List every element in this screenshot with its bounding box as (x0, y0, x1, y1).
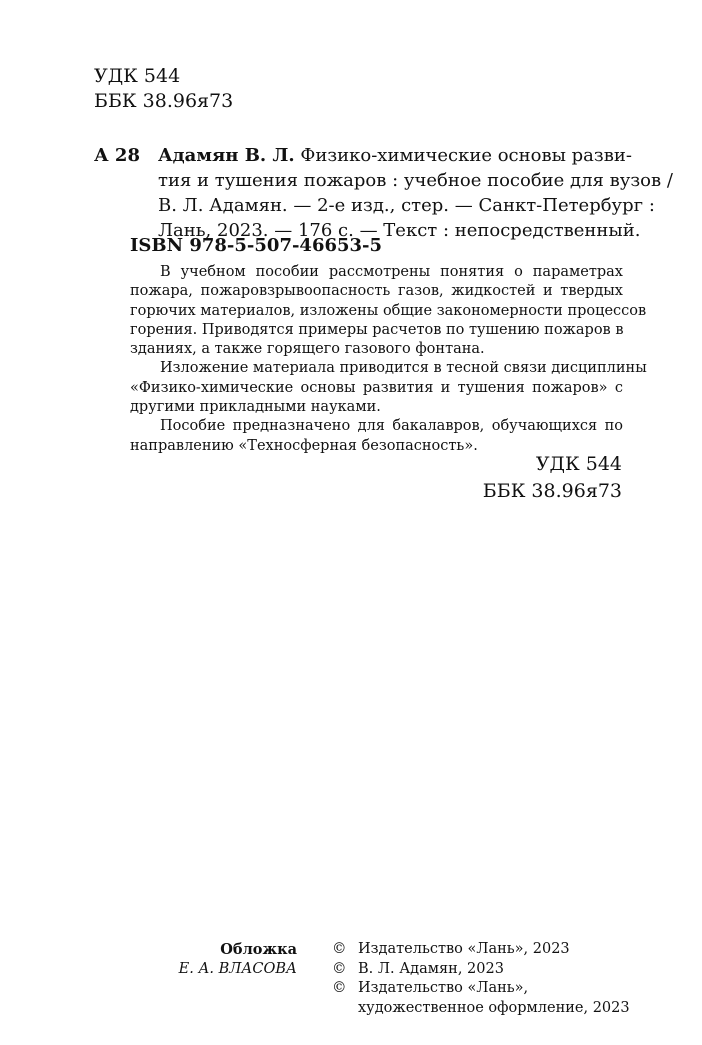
copyright-text: Издательство «Лань», 2023 (358, 941, 570, 957)
copyright-row (332, 940, 630, 960)
abstract-line: другими прикладными науками. (130, 399, 381, 416)
abstract-line: Пособие предназначено для бакалавров, обучающихся по (160, 418, 623, 435)
bbk-code: ББК 38.96я73 (94, 90, 234, 112)
abstract-line: горючих материалов, изложены общие закономерности процессов (130, 302, 647, 319)
abstract-line: направлению «Техносферная безопасность». (130, 437, 478, 454)
copyright-sign-icon: © (332, 980, 347, 996)
abstract-line: Изложение материала приводится в тесной связи дисциплины (160, 360, 647, 377)
bibliographic-line-2: тия и тушения пожаров : учебное пособие для вузов / (158, 170, 673, 191)
abstract (130, 263, 647, 456)
copyright-row (332, 979, 630, 999)
top-classification-codes (94, 64, 233, 114)
abstract-line: В учебном пособии рассмотрены понятия о параметрах (160, 264, 623, 280)
bibliographic-line-4: Лань, 2023. — 176 с. — Текст : непосредственный. (158, 220, 641, 241)
cover-designer: Е. А. ВЛАСОВА (178, 960, 297, 977)
udk-code: УДК 544 (535, 453, 622, 475)
copyright-text: художественное оформление, 2023 (358, 999, 630, 1016)
bibliographic-line-1: Адамян В. Л. Физико-химические основы разви- (158, 145, 632, 166)
copyright-text: Издательство «Лань», (358, 980, 529, 996)
abstract-line: «Физико-химические основы развития и тушения пожаров» с (130, 379, 623, 396)
udk-code: УДК 544 (94, 65, 181, 87)
author-mark: А 28 (94, 145, 140, 166)
abstract-line: зданиях, а также горящего газового фонтана. (130, 341, 485, 358)
bibliographic-line-3: В. Л. Адамян. — 2-е изд., стер. — Санкт-Петербург : (158, 195, 655, 216)
copyright-row-continuation (332, 999, 630, 1019)
isbn: ISBN 978-5-507-46653-5 (130, 235, 383, 256)
copyright-block (332, 940, 630, 1018)
abstract-line: пожара, пожаровзрывоопасность газов, жидкостей и твердых (130, 283, 623, 300)
author-name: Адамян В. Л. (158, 145, 295, 166)
copyright-text: В. Л. Адамян, 2023 (358, 960, 504, 977)
cover-credit (179, 940, 297, 979)
bottom-classification-codes (483, 451, 622, 505)
copyright-sign-icon: © (332, 941, 347, 957)
bbk-code: ББК 38.96я73 (482, 480, 622, 502)
abstract-line: горения. Приводятся примеры расчетов по тушению пожаров в (130, 321, 624, 338)
bibliographic-description (158, 143, 673, 243)
copyright-sign-icon: © (332, 960, 347, 977)
copyright-row (332, 960, 630, 980)
cover-title: Обложка (220, 941, 297, 958)
